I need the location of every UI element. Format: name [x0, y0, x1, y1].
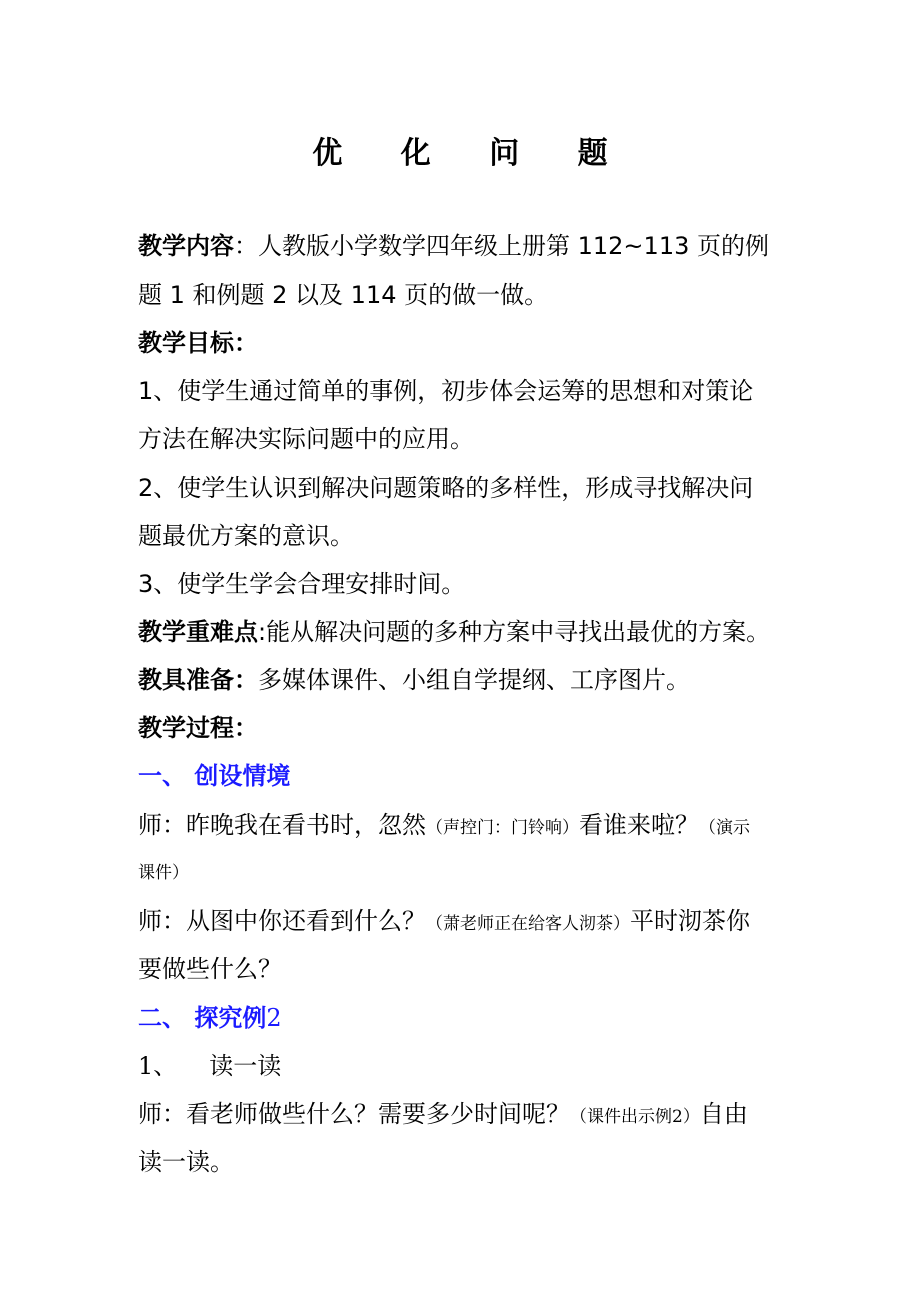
- s2p1-note-number: 2: [672, 1107, 683, 1127]
- content-line-1: [138, 229, 798, 263]
- s2-sub1-text: 读一读: [209, 1052, 282, 1080]
- s2p1-text-a: 师：看老师做些什么？需要多少时间呢？: [138, 1100, 570, 1128]
- section-2-paragraph-1-cont: 读一读。: [138, 1148, 234, 1176]
- s2p1-note-end: ）: [682, 1107, 700, 1127]
- s2-sub1-number: 1、: [138, 1052, 178, 1080]
- section-2-subheading-1: [138, 1049, 798, 1083]
- s1p1-note-1: （声控门：门铃响）: [426, 818, 579, 838]
- goal-3: 3、使学生学会合理安排时间。: [138, 570, 466, 598]
- section-1-heading: 一、 创设情境: [138, 762, 291, 790]
- section-2-heading: [138, 1001, 798, 1035]
- content-label: 教学内容: [138, 232, 234, 260]
- goal-2-line-1: 2、使学生认识到解决问题策略的多样性，形成寻找解决问: [138, 474, 754, 502]
- key-text: :能从解决问题的多种方案中寻找出最优的方案。: [258, 618, 771, 646]
- s1p2-note: （萧老师正在给客人沏茶）: [426, 914, 630, 934]
- section-1-paragraph-1: [138, 808, 798, 845]
- content-text-1: 人教版小学数学四年级上册第 112~113 页的例: [258, 232, 769, 260]
- process-heading: 教学过程：: [138, 714, 258, 742]
- s1p2-text-a: 师：从图中你还看到什么？: [138, 907, 426, 935]
- key-points: [138, 615, 798, 649]
- s2-heading-number: 2: [266, 1004, 282, 1032]
- goal-1-line-1: 1、使学生通过简单的事例，初步体会运筹的思想和对策论: [138, 377, 754, 405]
- s2p1-note: （课件出示例: [570, 1107, 672, 1127]
- s1p1-note-2: （演示: [699, 818, 750, 838]
- goal-2-line-2: 题最优方案的意识。: [138, 522, 354, 550]
- s1p1-text-b: 看谁来啦？: [579, 811, 699, 839]
- s1p1-text-a: 师：昨晚我在看书时，忽然: [138, 811, 426, 839]
- content-separator: ：: [234, 232, 258, 260]
- tools-text: 多媒体课件、小组自学提纲、工序图片。: [258, 666, 690, 694]
- section-1-paragraph-2-cont: 要做些什么？: [138, 955, 282, 983]
- s2-heading-text: 二、 探究例: [138, 1004, 267, 1032]
- s2p1-text-b: 自由: [699, 1100, 748, 1128]
- content-line-2: 题 1 和例题 2 以及 114 页的做一做。: [138, 281, 549, 309]
- goals-heading: 教学目标：: [138, 329, 258, 357]
- section-1-paragraph-1-cont: 课件）: [138, 863, 189, 883]
- s1p2-text-b: 平时沏茶你: [630, 907, 750, 935]
- tools: [138, 663, 798, 697]
- section-1-paragraph-2: [138, 904, 798, 941]
- section-2-paragraph-1: [138, 1097, 798, 1134]
- tools-label: 教具准备：: [138, 666, 258, 694]
- document-title: 优 化 问 题: [312, 136, 632, 171]
- goal-1-line-2: 方法在解决实际问题中的应用。: [138, 425, 474, 453]
- key-label: 教学重难点: [138, 618, 258, 646]
